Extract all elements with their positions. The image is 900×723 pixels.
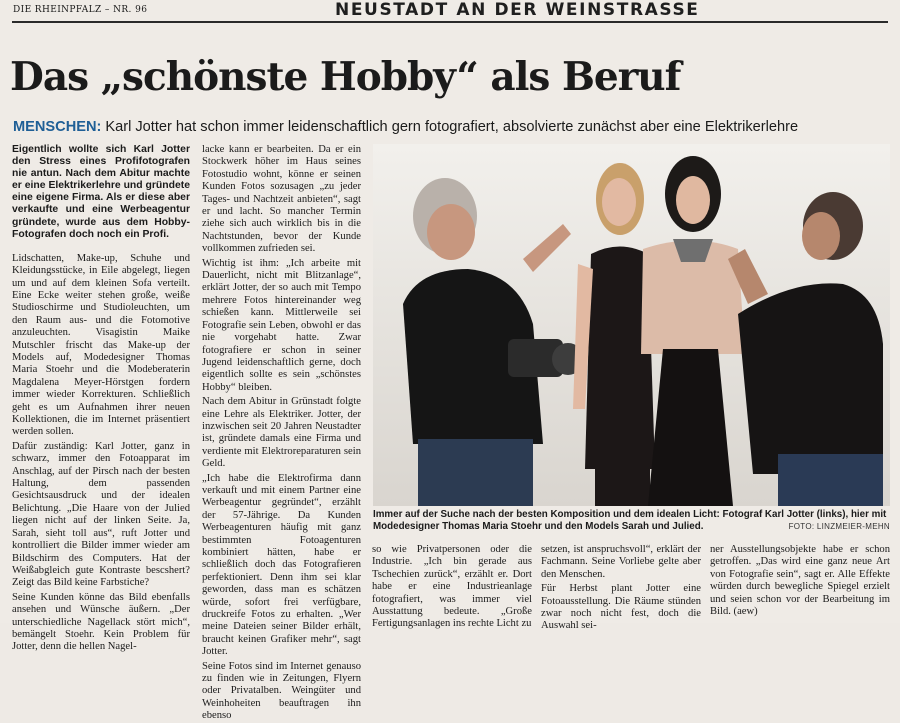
body-paragraph: ner Ausstellungsobjekte habe er schon getroffen. „Das wird eine ganz neue Art von Fotografie sein“, sagt er. Alle Effekte würden durch bewegliche Spiegel erzielt und seien schon vor der Bearbeitung im Bild. (aew) — [710, 544, 890, 618]
article-column-1 — [12, 144, 190, 653]
body-paragraph: Seine Fotos sind im Internet genauso zu finden wie in Zeitungen, Flyern oder Privatalben. Weingüter und Weinhoheiten beauftragen ihn ebenso — [202, 660, 361, 722]
body-paragraph: Dafür zuständig: Karl Jotter, ganz in schwarz, immer den Fotoapparat im Anschlag, auf der Pirsch nach der besten Haltung, dem passenden Gesichtsausdruck und der idealen Belichtung. „Die Haare von der Julied liegen nicht auf der linken Seite. Ja, Sarah, sieht toll aus“, ruft Jotter und kontrolliert die Bilder immer wieder am Bildschirm des Computers. Hat der Weißabgleich gute Kontraste bescshert? Zeigt das Bild keine Farbstiche? — [12, 440, 190, 589]
body-paragraph: Für Herbst plant Jotter eine Fotoausstellung. Die Räume stünden zwar noch nicht fest, doch die Auswahl sei- — [541, 583, 701, 632]
newspaper-issue: DIE RHEINPFALZ – NR. 96 — [13, 5, 148, 15]
photo-caption: Immer auf der Suche nach der besten Komposition und dem idealen Licht: Fotograf Karl Jotter (links), hier mit Modedesigner Thomas Maria Stoehr und den Models Sarah und Julied. — [373, 509, 887, 532]
kicker-label: MENSCHEN: — [13, 119, 102, 135]
body-paragraph: setzen, ist anspruchsvoll“, erklärt der Fachmann. Seine Vorliebe gelte aber den Menschen. — [541, 544, 701, 580]
body-paragraph: lacke kann er bearbeiten. Da er ein Stockwerk höher im Haus seines Fotostudio wohnt, könne er seinen Kunden Fotos sozusagen „zu jeder Tages- und Nachtzeit anbieten“, sagt er und lacht. So mancher Termin ziehe sich auch wirklich bis in die Nachtstunden, bevor der Kunde vollkommen zufrieden sei. — [202, 144, 361, 255]
article-column-5 — [710, 544, 890, 623]
article-subheadline — [13, 119, 798, 135]
body-paragraph: Lidschatten, Make-up, Schuhe und Kleidungsstücke, in Eile abgelegt, liegen um und auf dem kleinen Sofa verteilt. Eine Ecke weiter stehen große, weiße Studioschirme und Studioleuchten, um den Raum aus- und die Fotomotive anzuleuchten. Visagistin Maike Mutschler frischt das Make-up der Models auf, Modedesigner Thomas Maria Stoehr und die Modeberaterin Magdalena Meyer-Hörstgen fordern immer wieder Korrekturen. Schließlich geht es um Aufnahmen ihrer neuen Kollektionen, die im Internet präsentiert werden sollen. — [12, 252, 190, 438]
kicker-text: Karl Jotter hat schon immer leidenschaftlich gern fotografiert, absolvierte zunächst aber eine Elektrikerlehre — [105, 119, 799, 135]
body-paragraph: Wichtig ist ihm: „Ich arbeite mit Dauerlicht, nicht mit Blitzanlage“, erklärt Jotter, der so auch mit Tempo mehrere Fotos hintereinander weg schießen kann. Mittlerweile sei Fotografie sein Leben, obwohl er das nie vorgehabt hatte. Zwar fotografiere er schon in seiner Jugend leidenschaftlich gerne, doch eigentlich sollte es sein „schönstes Hobby“ bleiben. — [202, 257, 361, 393]
article-intro: Eigentlich wollte sich Karl Jotter den Stress eines Profifotografen nie antun. Nach dem Abitur machte er eine Elektrikerlehre und gründete eine eigene Firma. Als er diese aber verkaufte und eine Werbeagentur gründete, wurde aus dem Hobby-Fotografen doch noch ein Profi. — [12, 144, 190, 240]
section-title: NEUSTADT AN DER WEINSTRASSE — [335, 0, 700, 20]
body-paragraph: „Ich habe die Elektrofirma dann verkauft und mit einem Partner eine Werbeagentur gegründet“, erzählt der 57-Jährige. Da Kunden Werbeagenturen häufig mit ganz bestimmten Fotoagenturen kombiniert hätten, habe er schließlich doch das Fotografieren perfektioniert. Denn ihm sei klar geworden, dass man es schätzen würde, sofort frei verfügbare, druckreife Fotos zu erhalten. „Wer meine Dateien seiner Bilder erhält, braucht keinen Grafiker mehr“, sagt Jotter. — [202, 472, 361, 658]
body-paragraph: Nach dem Abitur in Grünstadt folgte eine Lehre als Elektriker. Jotter, der inzwischen seit 20 Jahren Neustadter ist, gründete damals eine Firma und verdiente mit Elektroreparaturen sein Geld. — [202, 396, 361, 470]
article-headline: Das „schönste Hobby“ als Beruf — [10, 54, 681, 100]
article-photo — [373, 144, 890, 506]
article-column-4 — [541, 544, 701, 632]
photo-credit: FOTO: LINZMEIER-MEHN — [788, 522, 890, 531]
masthead-rule — [12, 21, 888, 23]
article-column-2 — [202, 144, 361, 722]
body-paragraph: Seine Kunden könne das Bild ebenfalls ansehen und Wünsche äußern. „Der unterschiedliche Nagellack stört mich“, bemängelt Stoehr. Kein Problem für Jotter, denn die hellen Nagel- — [12, 591, 190, 653]
article-column-3 — [372, 544, 532, 630]
body-paragraph: so wie Privatpersonen oder die Industrie. „Ich bin gerade aus Tschechien zurück“, erzählt er. Dort habe er eine Industrieanlage fotografiert, was immer viel Ausstattung bedeute. „Große Fertigungsanlagen ins rechte Licht zu — [372, 544, 532, 630]
